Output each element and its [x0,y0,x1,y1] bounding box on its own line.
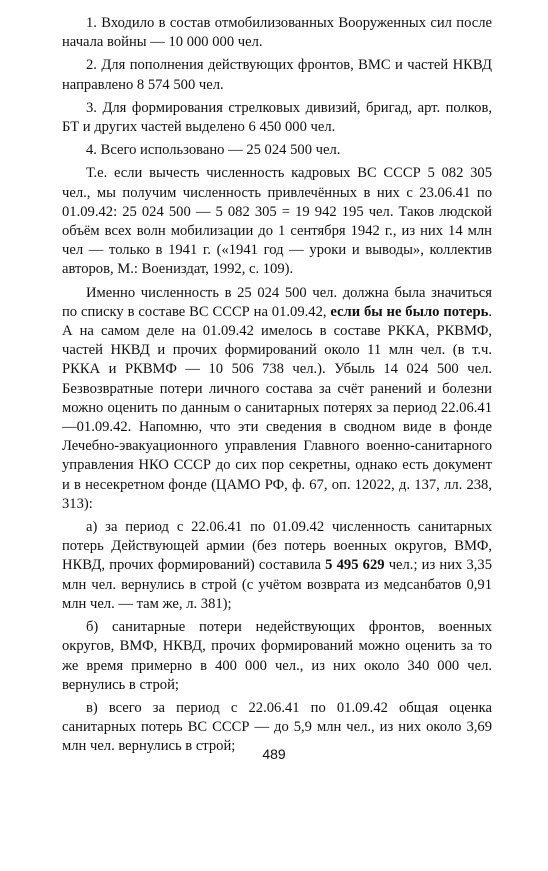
text-run: чел.; из них 3,35 млн чел. вернулись в строй (с учётом возврата из медсанбатов 0,91 млн чел. — там же, л. 381); [62,557,492,612]
paragraph-item-4: 4. Всего использовано — 25 024 500 чел. [86,142,341,159]
paragraph-a [62,518,492,614]
page-body [62,14,492,757]
text-run: . А на самом деле на 01.09.42 имелось в составе РККА, РКВМФ, частей НКВД и прочих формирований около 11 млн чел. (в т.ч. РККА и РКВМФ — 10 506 738 чел.). Убыль 14 024 500 чел. Безвозвратные потери личного состава за счёт ранений и болезни можно оценить по данным о санитарных потерях за период 22.06.41—01.09.42. Напомню, что эти сведения в сводном виде в фонде Лечебно-эвакуационного управления Главного военно-санитарного управления НКО СССР до сих пор секретны, однако есть документ и в несекретном фонде (ЦАМО РФ, ф. 67, оп. 12022, д. 137, лл. 238, 313): [62,303,492,512]
paragraph-note: Т.е. если вычесть численность кадровых ВС СССР 5 082 305 чел., мы получим численность привлечённых в них с 23.06.41 по 01.09.42: 25 024 500 — 5 082 305 = 19 942 195 чел. Таков людской объём всех волн мобилизации до 1 сентября 1942 г., из них 14 млн чел — только в 1941 г. («1941 год — уроки и выводы», коллектив авторов, М.: Воениздат, 1992, с. 109). [62,165,492,278]
paragraph-item-3: 3. Для формирования стрелковых дивизий, бригад, арт. полков, БТ и других частей выделено 6 450 000 чел. [62,99,492,136]
emphasis-text: если бы не было потерь [330,303,489,320]
paragraph-main [62,284,492,514]
text-run: а) за период с 22.06.41 по 01.09.42 численность санитарных потерь Действующей армии (без потерь военных округов, ВМФ, НКВД, прочих формирований) составила [62,519,492,574]
paragraph-c: в) всего за период с 22.06.41 по 01.09.42 общая оценка санитарных потерь ВС СССР — до 5,9 млн чел., из них около 3,69 млн чел. вернулись в строй; [62,699,492,755]
paragraph-item-1: 1. Входило в состав отмобилизованных Вооруженных сил после начала войны — 10 000 000 чел. [62,15,492,51]
emphasis-number: 5 495 629 [325,557,385,574]
paragraph-item-2: 2. Для пополнения действующих фронтов, ВМС и частей НКВД направлено 8 574 500 чел. [62,57,492,93]
page-number: 489 [262,746,286,762]
paragraph-b: б) санитарные потери недействующих фронтов, военных округов, ВМФ, НКВД, прочих формирований можно оценить за то же время примерно в 400 000 чел., из них около 340 000 чел. вернулись в строй; [62,619,492,693]
text-run: Именно численность в 25 024 500 чел. должна была значиться по списку в составе ВС СССР на 01.09.42, [62,284,492,320]
